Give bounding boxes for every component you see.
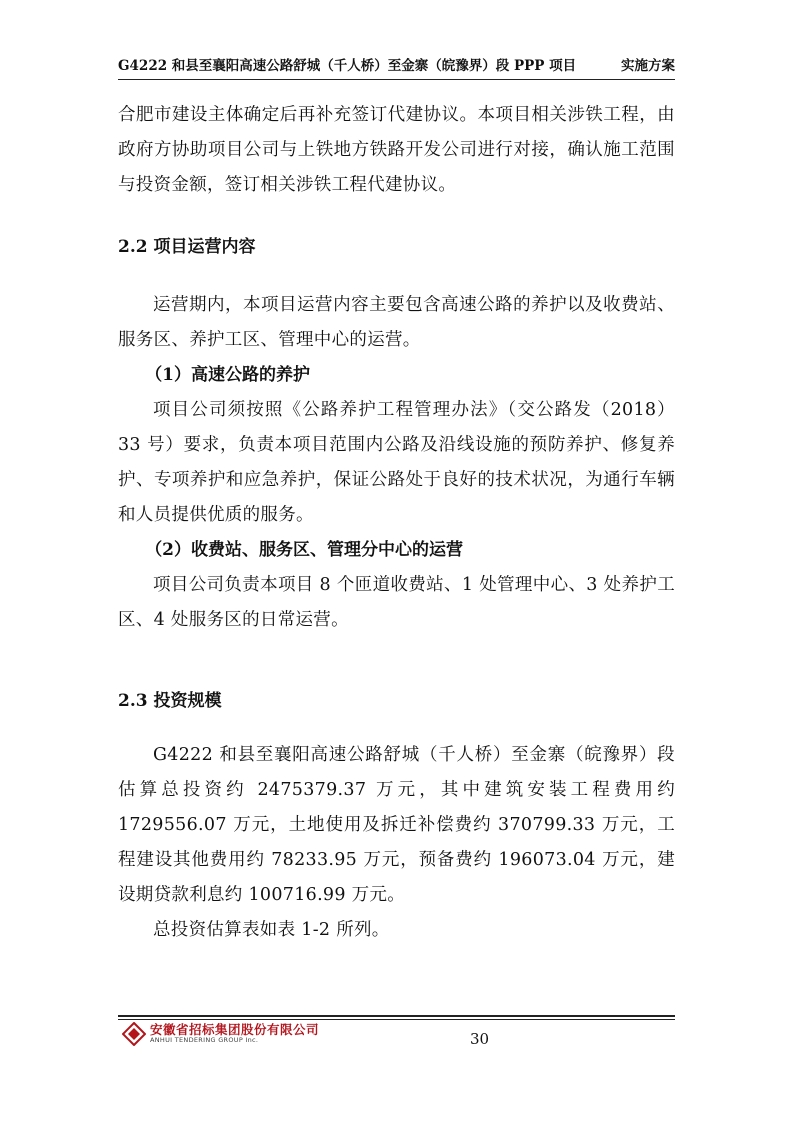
subsection-2-text: 项目公司负责本项目 8 个匝道收费站、1 处管理中心、3 处养护工区、4 处服务区的日常运营。 <box>118 575 675 630</box>
subsection-2-heading: （2）收费站、服务区、管理分中心的运营 <box>145 540 464 560</box>
company-logo <box>122 1020 332 1048</box>
continued-paragraph-block <box>118 98 675 203</box>
company-logo-icon <box>122 1022 146 1046</box>
section-2-3-heading: 2.3 投资规模 <box>118 691 222 711</box>
page-number: 30 <box>470 1030 490 1048</box>
header-title: G4222 和县至襄阳高速公路舒城（千人桥）至金寨（皖豫界）段 PPP 项目 <box>118 58 577 74</box>
header-doc-type: 实施方案 <box>621 58 675 74</box>
company-name-cn: 安徽省招标集团股份有限公司 <box>150 1022 320 1037</box>
footer-divider-thick <box>118 1015 675 1017</box>
section-2-2-content <box>118 288 675 638</box>
section-2-2-intro: 运营期内，本项目运营内容主要包含高速公路的养护以及收费站、服务区、养护工区、管理中心的运营。 <box>118 295 675 350</box>
section-2-3-text: G4222 和县至襄阳高速公路舒城（千人桥）至金寨（皖豫界）段估算总投资约 2475379.37 万元，其中建筑安装工程费用约 1729556.07 万元，土地使用及拆迁补偿费约 370799.33 万元，工程建设其他费用约 78233.95 万元，预备费约 196073.04 万元，建设期贷款利息约 100716.99 万元。 <box>118 745 675 905</box>
subsection-1-heading: （1）高速公路的养护 <box>145 365 311 385</box>
table-reference: 总投资估算表如表 1-2 所列。 <box>153 920 390 940</box>
company-name-en: ANHUI TENDERING GROUP Inc. <box>150 1036 259 1044</box>
header-divider <box>118 79 675 80</box>
continued-paragraph: 合肥市建设主体确定后再补充签订代建协议。本项目相关涉铁工程，由政府方协助项目公司与上铁地方铁路开发公司进行对接，确认施工范围与投资金额，签订相关涉铁工程代建协议。 <box>118 105 675 195</box>
section-2-3-content <box>118 738 675 948</box>
subsection-1-text: 项目公司须按照《公路养护工程管理办法》（交公路发（2018）33 号）要求，负责本项目范围内公路及沿线设施的预防养护、修复养护、专项养护和应急养护，保证公路处于良好的技术状况，为通行车辆和人员提供优质的服务。 <box>118 400 675 525</box>
page-header <box>118 50 675 76</box>
section-2-2-heading: 2.2 项目运营内容 <box>118 237 256 257</box>
